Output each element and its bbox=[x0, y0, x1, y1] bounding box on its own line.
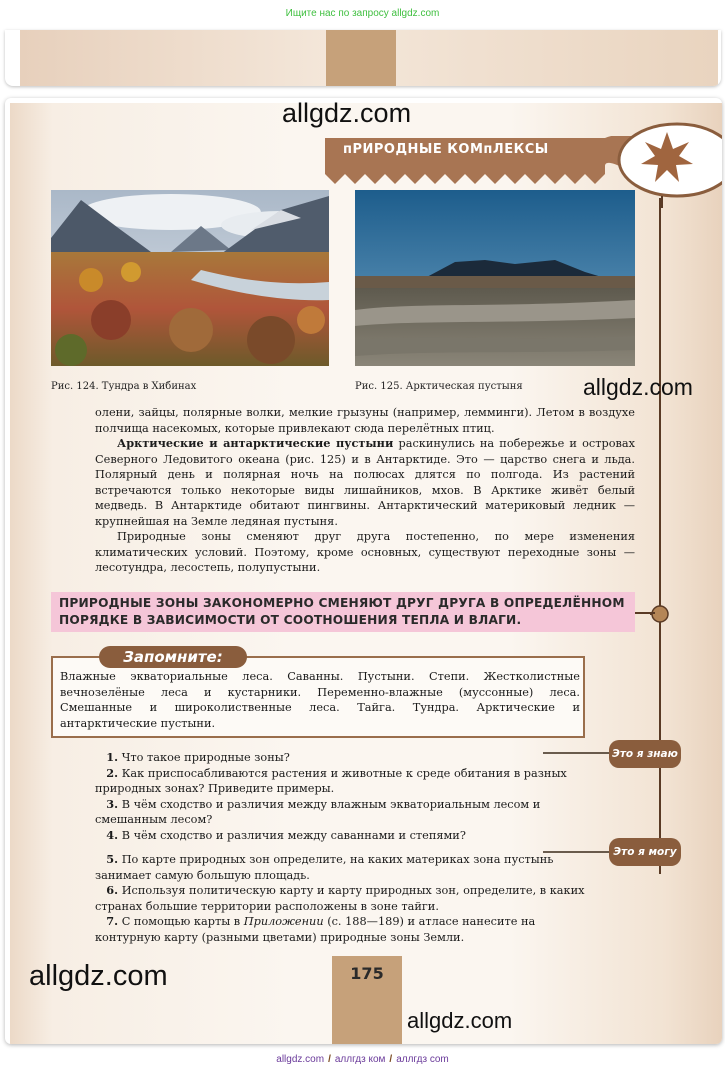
questions-list bbox=[95, 750, 595, 945]
section-title: пРИРОДНЫЕ КОМпЛЕКСЫ bbox=[343, 142, 549, 157]
paragraph-2 bbox=[95, 436, 635, 529]
task-item: 5. По карте природных зон определите, на каких материках зона пустынь занимает самую большую площадь. bbox=[95, 852, 554, 882]
footer-link[interactable]: аллгдз ком bbox=[334, 1054, 386, 1065]
question-item: 2. Как приспосабливаются растения и животные к среде обитания в разных природных зонах? Приведите примеры. bbox=[95, 765, 567, 795]
textbook-page bbox=[5, 98, 722, 1044]
question-item: 3. В чём сходство и различия между влажным экваториальным лесом и смешанным лесом? bbox=[95, 796, 541, 826]
watermark: allgdz.com bbox=[583, 374, 693, 400]
remember-label: Запомните: bbox=[99, 646, 247, 668]
arctic-desert-photo bbox=[355, 190, 635, 366]
task-item: 6. Используя политическую карту и карту природных зон, определите, в каких странах большие территории расположены в зоне тайги. bbox=[95, 883, 585, 913]
highlight-connector bbox=[635, 610, 655, 616]
figure-caption-124: Рис. 124. Тундра в Хибинах bbox=[51, 381, 197, 392]
top-banner-link[interactable]: Ищите нас по запросу allgdz.com bbox=[285, 8, 440, 19]
question-item: 1. Что такое природные зоны? bbox=[106, 750, 290, 764]
previous-page-fragment bbox=[5, 30, 721, 86]
margin-timeline bbox=[650, 198, 670, 878]
question-item: 4. В чём сходство и различия между саваннами и степями? bbox=[106, 827, 466, 842]
badge-i-know: Это я знаю bbox=[609, 740, 681, 768]
footer-link[interactable]: allgdz.com bbox=[276, 1054, 325, 1065]
page-number-tab bbox=[332, 956, 402, 1044]
footer-link[interactable]: аллгдз com bbox=[396, 1054, 449, 1065]
main-text bbox=[95, 405, 635, 576]
key-rule-highlight: ПРИРОДНЫЕ ЗОНЫ ЗАКОНОМЕРНО СМЕНЯЮТ ДРУГ ДРУГА В ОПРЕДЕЛЁННОМ ПОРЯДКЕ В ЗАВИСИМОСТИ ОТ СООТНОШЕНИЯ ТЕПЛА И ВЛАГИ. bbox=[51, 592, 635, 632]
watermark: allgdz.com bbox=[407, 1008, 513, 1033]
watermark: allgdz.com bbox=[282, 98, 412, 128]
paragraph-2-text: раскинулись на побережье и островах Северного Ледовитого океана (рис. 125) и в Антарктиде. Это — царство снега и льда. Полярный день и полярная ночь на полюсах длятся по полгода. Из растений встречаются только некоторые виды лишайников, мхов. В Арктике живёт белый медведь. В Антарктиде обитают пингвины. Антарктический материковый ледник — крупнейшая на Земле ледяная пустыня. bbox=[95, 437, 635, 528]
tundra-photo bbox=[51, 190, 329, 366]
remember-text: Влажные экваториальные леса. Саванны. Пустыни. Степи. Жестколистные вечнозелёные леса и кустарники. Переменно-влажные (муссонные) леса. Смешанные и широколиственные леса. Тайга. Тундра. Арктические и антарктические пустыни. bbox=[60, 670, 580, 730]
task-item: 7. С помощью карты в Приложении (с. 188—189) и атласе нанесите на контурную карту (разными цветами) природные зоны Земли. bbox=[95, 914, 536, 944]
footer-links: allgdz.com / аллгдз ком / аллгдз com bbox=[276, 1054, 449, 1065]
paragraph-1: олени, зайцы, полярные волки, мелкие грызуны (например, лемминги). Летом в воздухе полчища насекомых, которые привлекают сюда перелётных птиц. bbox=[95, 406, 635, 435]
arctic-desert-term: Арктические и антарктические пустыни bbox=[117, 436, 394, 450]
figure-caption-125: Рис. 125. Арктическая пустыня bbox=[355, 381, 523, 392]
badge-i-can: Это я могу bbox=[609, 838, 681, 866]
watermark: allgdz.com bbox=[29, 960, 168, 992]
paragraph-3: Природные зоны сменяют друг друга постепенно, по мере изменения климатических условий. Поэтому, кроме основных, существуют переходные зоны — лесотундра, лесостепь, полупустыни. bbox=[95, 530, 635, 574]
page-number: 175 bbox=[350, 964, 384, 983]
previous-page-tab bbox=[326, 30, 396, 86]
